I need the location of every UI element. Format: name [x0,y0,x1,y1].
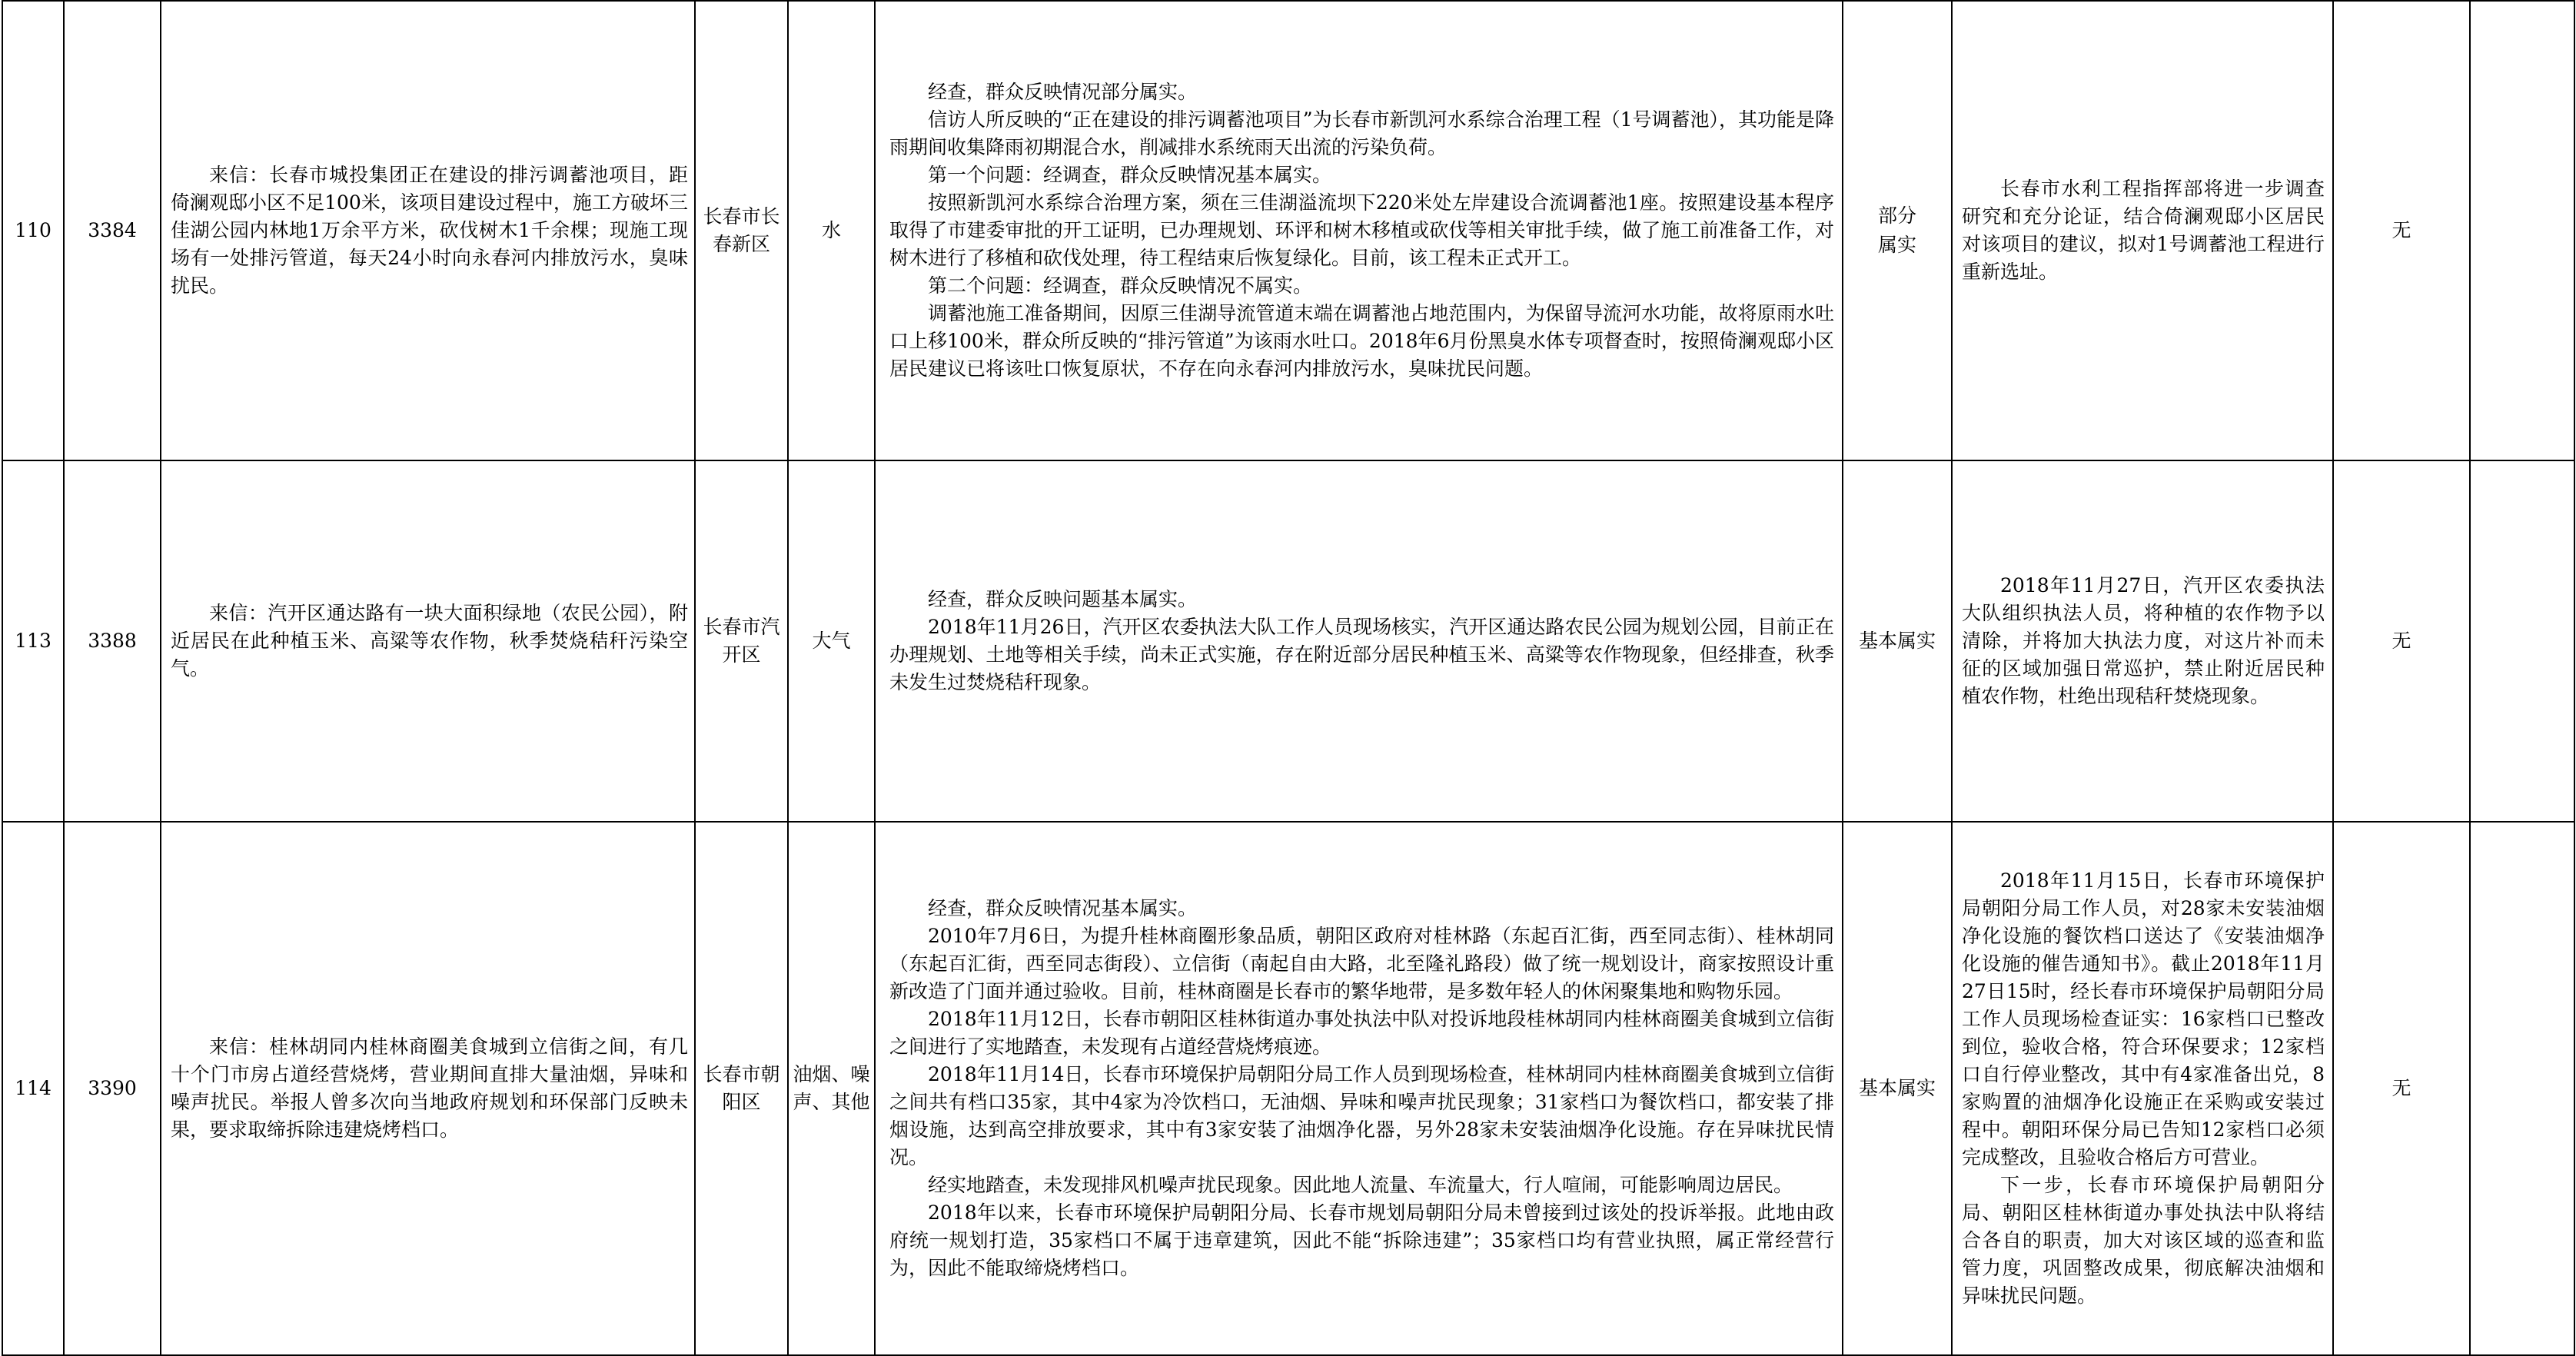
findings-paragraph: 经查，群众反映情况部分属实。 [928,81,1198,103]
findings-paragraph: 第一个问题：经调查，群众反映情况基本属实。 [928,164,1332,186]
findings-paragraph: 经查，群众反映情况基本属实。 [928,897,1198,919]
pollution-type-cell: 油烟、噪声、其他 [788,822,875,1355]
case-code: 3388 [64,460,161,822]
extra-cell [2470,1,2574,460]
findings-paragraph: 2018年11月26日，汽开区农委执法大队工作人员现场核实，汽开区通达路农民公园为规划公园，目前正在办理规划、土地等相关手续，尚未正式实施，存在附近部分居民种植玉米、高粱等农作物现象，但经排查，秋季未发生过焚烧秸秆现象。 [889,616,1834,693]
action-paragraph: 2018年11月15日，长春市环境保护局朝阳分局工作人员，对28家未安装油烟净化设施的餐饮档口送达了《安装油烟净化设施的催告通知书》。截止2018年11月27日15时，经长春市环境保护局朝阳分局工作人员现场检查证实：16家档口已整改到位，验收合格，符合环保要求；12家档口自行停业整改，其中有4家准备出兑，8家购置的油烟净化设施正在采购或安装过程中。朝阳环保分局已告知12家档口必须完成整改，且验收合格后方可营业。 [1962,869,2325,1168]
table-row [2,822,2574,1355]
findings-paragraph: 第二个问题：经调查，群众反映情况不属实。 [928,274,1313,297]
complaint-text: 来信：长春市城投集团正在建设的排污调蓄池项目，距倚澜观邸小区不足100米，该项目建设过程中，施工方破坏三佳湖公园内林地1万余平方米，砍伐树木1千余棵；现施工现场有一处排污管道，每天24小时向永春河内排放污水，臭味扰民。 [171,164,688,297]
region-cell: 长春市汽开区 [695,460,788,822]
findings-paragraph: 信访人所反映的“正在建设的排污调蓄池项目”为长春市新凯河水系综合治理工程（1号调蓄池），其功能是降雨期间收集降雨初期混合水，削减排水系统雨天出流的污染负荷。 [889,108,1834,158]
row-index: 114 [2,822,64,1355]
row-index: 110 [2,1,64,460]
findings-cell [875,460,1843,822]
extra-cell [2470,822,2574,1355]
complaint-text: 来信：桂林胡同内桂林商圈美食城到立信街之间，有几十个门市房占道经营烧烤，营业期间直排大量油烟，异味和噪声扰民。举报人曾多次向当地政府规划和环保部门反映未果，要求取缔拆除违建烧烤档口。 [171,1035,688,1141]
complaint-text: 来信：汽开区通达路有一块大面积绿地（农民公园），附近居民在此种植玉米、高粱等农作物，秋季焚烧秸秆污染空气。 [171,602,688,680]
action-cell [1952,1,2333,460]
row-index: 113 [2,460,64,822]
verdict-cell: 基本属实 [1843,822,1952,1355]
case-table [2,0,2575,1356]
pollution-type-cell: 大气 [788,460,875,822]
findings-cell [875,822,1843,1355]
findings-paragraph: 经实地踏查，未发现排风机噪声扰民现象。因此地人流量、车流量大，行人喧闹，可能影响周边居民。 [928,1174,1793,1196]
action-paragraph: 下一步，长春市环境保护局朝阳分局、朝阳区桂林街道办事处执法中队将结合各自的职责，加大对该区域的巡查和监管力度，巩固整改成果，彻底解决油烟和异味扰民问题。 [1962,1174,2325,1307]
region-cell: 长春市长春新区 [695,1,788,460]
findings-paragraph: 经查，群众反映问题基本属实。 [928,588,1198,610]
case-code: 3384 [64,1,161,460]
action-paragraph: 2018年11月27日，汽开区农委执法大队组织执法人员，将种植的农作物予以清除，并将加大执法力度，对这片补而未征的区域加强日常巡护，禁止附近居民种植农作物，杜绝出现秸秆焚烧现象。 [1962,574,2325,707]
table-row [2,460,2574,822]
findings-paragraph: 2010年7月6日，为提升桂林商圈形象品质，朝阳区政府对桂林路（东起百汇街，西至同志街）、桂林胡同（东起百汇街，西至同志街段）、立信街（南起自由大路，北至隆礼路段）做了统一规划设计，商家按照设计重新改造了门面并通过验收。目前，桂林商圈是长春市的繁华地带，是多数年轻人的休闲聚集地和购物乐园。 [889,925,1834,1002]
accountability-cell: 无 [2333,1,2470,460]
complaint-cell [161,1,695,460]
findings-cell [875,1,1843,460]
complaint-cell [161,822,695,1355]
table-row [2,1,2574,460]
accountability-cell: 无 [2333,822,2470,1355]
complaint-cell [161,460,695,822]
accountability-cell: 无 [2333,460,2470,822]
findings-paragraph: 2018年以来，长春市环境保护局朝阳分局、长春市规划局朝阳分局未曾接到过该处的投诉举报。此地由政府统一规划打造，35家档口不属于违章建筑，因此不能“拆除违建”；35家档口均有营业执照，属正常经营行为，因此不能取缔烧烤档口。 [889,1201,1834,1279]
findings-paragraph: 2018年11月14日，长春市环境保护局朝阳分局工作人员到现场检查，桂林胡同内桂林商圈美食城到立信街之间共有档口35家，其中4家为冷饮档口，无油烟、异味和噪声扰民现象；31家档口为餐饮档口，都安装了排烟设施，达到高空排放要求，其中有3家安装了油烟净化器，另外28家未安装油烟净化设施。存在异味扰民情况。 [889,1063,1834,1168]
region-cell: 长春市朝阳区 [695,822,788,1355]
findings-paragraph: 按照新凯河水系综合治理方案，须在三佳湖溢流坝下220米处左岸建设合流调蓄池1座。按照建设基本程序取得了市建委审批的开工证明，已办理规划、环评和树木移植或砍伐等相关审批手续，做了施工前准备工作，对树木进行了移植和砍伐处理，待工程结束后恢复绿化。目前，该工程未正式开工。 [889,191,1834,269]
findings-paragraph: 调蓄池施工准备期间，因原三佳湖导流管道末端在调蓄池占地范围内，为保留导流河水功能，故将原雨水吐口上移100米，群众所反映的“排污管道”为该雨水吐口。2018年6月份黑臭水体专项督查时，按照倚澜观邸小区居民建议已将该吐口恢复原状，不存在向永春河内排放污水，臭味扰民问题。 [889,302,1834,380]
findings-paragraph: 2018年11月12日，长春市朝阳区桂林街道办事处执法中队对投诉地段桂林胡同内桂林商圈美食城到立信街之间进行了实地踏查，未发现有占道经营烧烤痕迹。 [889,1008,1834,1058]
action-paragraph: 长春市水利工程指挥部将进一步调查研究和充分论证，结合倚澜观邸小区居民对该项目的建议，拟对1号调蓄池工程进行重新选址。 [1962,178,2325,283]
pollution-type-cell: 水 [788,1,875,460]
verdict-text: 部分属实 [1877,204,1916,256]
action-cell [1952,460,2333,822]
extra-cell [2470,460,2574,822]
action-cell [1952,822,2333,1355]
verdict-cell: 基本属实 [1843,460,1952,822]
case-code: 3390 [64,822,161,1355]
verdict-cell [1843,1,1952,460]
